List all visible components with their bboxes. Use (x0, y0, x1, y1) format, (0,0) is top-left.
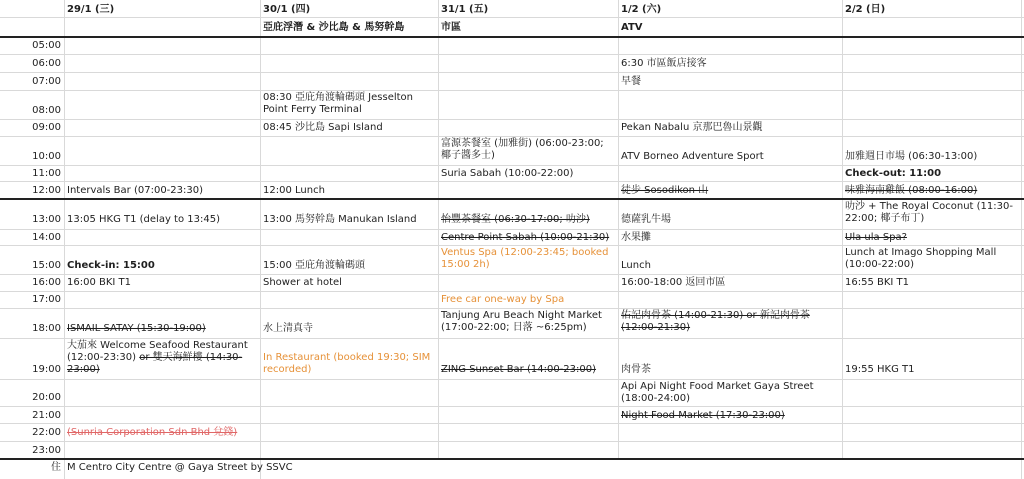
schedule-cell-cancelled[interactable]: ISMAIL SATAY (15:30-19:00) (67, 323, 206, 334)
time-label: 22:00 (32, 427, 61, 438)
time-label: 17:00 (32, 294, 61, 305)
schedule-cell[interactable]: 19:55 HKG T1 (845, 364, 915, 375)
row-divider (0, 54, 1024, 55)
schedule-cell[interactable]: 15:00 亞庇角渡輪碼頭 (263, 260, 365, 271)
schedule-cell[interactable]: 16:55 BKI T1 (845, 277, 910, 288)
time-label: 13:00 (32, 214, 61, 225)
row-divider (0, 441, 1024, 442)
row-divider (0, 72, 1024, 73)
schedule-cell[interactable]: 16:00-18:00 返回市區 (621, 277, 726, 288)
schedule-cell[interactable]: Tanjung Aru Beach Night Market (17:00-22:00; 日落 ~6:25pm) (441, 310, 602, 333)
row-divider (0, 423, 1024, 424)
row-divider (0, 406, 1024, 407)
schedule-cell[interactable]: 加雅週日市場 (06:30-13:00) (845, 151, 978, 162)
date-header-day2: 30/1 (四) (263, 4, 311, 15)
schedule-cell[interactable]: 08:45 沙比島 Sapi Island (263, 122, 383, 133)
time-label: 15:00 (32, 260, 61, 271)
time-label: 14:00 (32, 232, 61, 243)
column-divider (842, 0, 843, 460)
time-label: 08:00 (32, 105, 61, 116)
schedule-cell[interactable]: 13:00 馬努幹島 Manukan Island (263, 214, 417, 225)
row-divider (0, 17, 1024, 18)
schedule-cell[interactable]: Intervals Bar (07:00-23:30) (67, 185, 204, 196)
row-divider (0, 165, 1024, 166)
accommodation-label: 住 (51, 462, 61, 473)
time-label: 09:00 (32, 122, 61, 133)
schedule-cell[interactable] (64, 339, 260, 379)
time-label: 18:00 (32, 323, 61, 334)
schedule-cell[interactable]: Pekan Nabalu 京那巴魯山景觀 (621, 122, 763, 133)
row-divider (0, 90, 1024, 91)
time-label: 07:00 (32, 76, 61, 87)
schedule-cell-cancelled[interactable]: 怡豐茶餐室 (06:30-17:00; 叻沙) (441, 214, 590, 225)
time-label: 10:00 (32, 151, 61, 162)
restaurant-option-a: 大茄來 Welcome Seafood Restaurant (12:00-23:30) (67, 340, 248, 363)
schedule-cell-cancelled[interactable]: 佑記肉骨茶 (14:00-21:30) or 新記肉骨茶 (12:00-21:30) (621, 310, 810, 333)
schedule-cell[interactable]: Api Api Night Food Market Gaya Street (18:00-24:00) (621, 381, 814, 404)
schedule-cell[interactable]: 富源茶餐室 (加雅街) (06:00-23:00; 椰子醬多士) (441, 138, 604, 161)
schedule-cell[interactable]: Lunch (621, 260, 651, 271)
schedule-cell[interactable]: 13:05 HKG T1 (delay to 13:45) (67, 214, 220, 225)
date-header-day5: 2/2 (日) (845, 4, 886, 15)
schedule-cell-cancelled[interactable]: Night Food Market (17:30-23:00) (621, 410, 785, 421)
restaurant-option-b-cancelled: or 雙天海鮮樓 (14:30-23:00) (67, 352, 243, 375)
schedule-cell-cancelled[interactable]: Centre Point Sabah (10:00-21:30) (441, 232, 610, 243)
time-label: 21:00 (32, 410, 61, 421)
schedule-cell[interactable]: 6:30 市區飯店接客 (621, 58, 707, 69)
time-label: 06:00 (32, 58, 61, 69)
accommodation-value[interactable]: M Centro City Centre @ Gaya Street by SSVC (67, 462, 293, 473)
time-label: 11:00 (32, 168, 61, 179)
row-divider (0, 229, 1024, 230)
checkout-cell[interactable]: Check-out: 11:00 (845, 168, 942, 179)
row-divider (0, 181, 1024, 182)
date-header-day4: 1/2 (六) (621, 4, 662, 15)
schedule-cell-cancelled[interactable]: ZING Sunset Bar (14:00-23:00) (441, 364, 597, 375)
schedule-cell[interactable]: Suria Sabah (10:00-22:00) (441, 168, 574, 179)
schedule-cell[interactable]: 德薩乳牛場 (621, 214, 671, 225)
header-border (0, 36, 1024, 38)
schedule-cell[interactable]: 水果攤 (621, 232, 651, 243)
time-label: 20:00 (32, 392, 61, 403)
schedule-cell[interactable]: 12:00 Lunch (263, 185, 325, 196)
checkin-cell[interactable]: Check-in: 15:00 (67, 260, 155, 271)
footer-border (0, 458, 1024, 460)
day-theme-day2: 亞庇浮潛 & 沙比島 & 馬努幹島 (263, 22, 405, 33)
row-divider (0, 379, 1024, 380)
time-label: 05:00 (32, 40, 61, 51)
day-theme-day4: ATV (621, 22, 643, 33)
schedule-cell-cancelled[interactable]: 味雅海南雞飯 (08:00-16:00) (845, 185, 978, 196)
column-divider (438, 0, 439, 460)
schedule-cell[interactable]: 16:00 BKI T1 (67, 277, 132, 288)
time-label: 16:00 (32, 277, 61, 288)
row-divider (0, 274, 1024, 275)
schedule-cell[interactable]: 水上清真寺 (263, 323, 313, 334)
schedule-cell-cancelled[interactable]: (Sunria Corporation Sdn Bhd 兌錢) (67, 427, 238, 438)
schedule-cell-cancelled[interactable]: 徒步 Sosodikon 山 (621, 185, 709, 196)
schedule-cell[interactable]: 早餐 (621, 76, 641, 87)
schedule-cell[interactable]: ATV Borneo Adventure Sport (621, 151, 764, 162)
schedule-cell-cancelled[interactable]: Ula ula Spa? (845, 232, 907, 243)
time-label: 12:00 (32, 185, 61, 196)
date-header-day3: 31/1 (五) (441, 4, 489, 15)
day-theme-day3: 市區 (441, 22, 461, 33)
schedule-cell[interactable]: 肉骨茶 (621, 364, 651, 375)
schedule-cell[interactable]: 08:30 亞庇角渡輪碼頭 Jesselton Point Ferry Terminal (263, 92, 414, 115)
schedule-cell-booked[interactable]: In Restaurant (booked 19:30; SIM recorded) (263, 352, 431, 375)
date-header-day1: 29/1 (三) (67, 4, 115, 15)
schedule-cell[interactable]: Lunch at Imago Shopping Mall (10:00-22:00) (845, 247, 997, 270)
time-label: 19:00 (32, 364, 61, 375)
row-divider (0, 119, 1024, 120)
schedule-cell-booked[interactable]: Ventus Spa (12:00-23:45; booked 15:00 2h) (441, 247, 609, 270)
time-label: 23:00 (32, 445, 61, 456)
schedule-cell-booked[interactable]: Free car one-way by Spa (441, 294, 565, 305)
schedule-cell[interactable]: 叻沙 + The Royal Coconut (11:30-22:00; 椰子布丁) (845, 201, 1013, 224)
schedule-cell[interactable]: Shower at hotel (263, 277, 342, 288)
row-divider (0, 291, 1024, 292)
